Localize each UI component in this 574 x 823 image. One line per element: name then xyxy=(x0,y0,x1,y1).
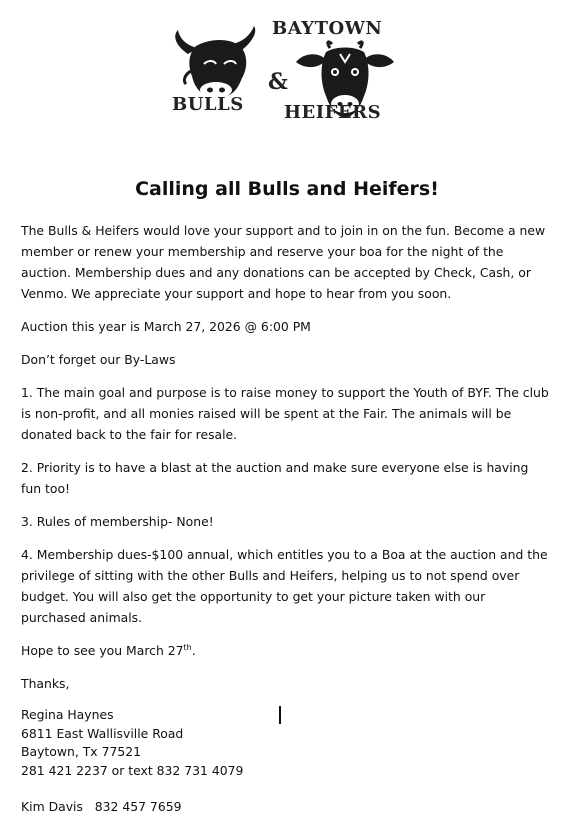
logo-baytown-text: BAYTOWN xyxy=(272,18,383,39)
hope-text: Hope to see you March 27 xyxy=(21,643,184,658)
contact-address-line1: 6811 East Wallisville Road xyxy=(21,725,184,741)
bylaw-item-2: 2. Priority is to have a blast at the auction and make sure everyone else is having fun too! xyxy=(21,460,529,496)
logo-bulls-text: BULLS xyxy=(172,94,244,115)
contact-phone: 281 421 2237 or text 832 731 4079 xyxy=(21,762,244,778)
intro-paragraph: The Bulls & Heifers would love your support and to join in on the fun. Become a new member or renew your membership and reserve your boa for the night of the auction. Membership dues and any donations can be accepted by Check, Cash, or Venmo. We appreciate your support and hope to hear from you soon. xyxy=(21,223,546,301)
bylaw-item-4: 4. Membership dues-$100 annual, which entitles you to a Boa at the auction and the privilege of sitting with the other Bulls and Heifers, helping us to not spend over budget. You will also get the opportunity to get your picture taken with our purchased animals. xyxy=(21,547,548,625)
auction-date-paragraph: Auction this year is March 27, 2026 @ 6:00 PM xyxy=(21,319,311,334)
secondary-contact: Kim Davis 832 457 7659 xyxy=(21,799,182,814)
hope-superscript: th xyxy=(183,642,192,652)
bylaws-heading: Don’t forget our By-Laws xyxy=(21,352,176,367)
logo xyxy=(160,12,420,132)
text-cursor xyxy=(279,706,281,724)
bylaw-item-3: 3. Rules of membership- None! xyxy=(21,514,214,529)
hope-line xyxy=(21,640,551,661)
contact-name: Regina Haynes xyxy=(21,707,114,722)
bylaw-item-1: 1. The main goal and purpose is to raise money to support the Youth of BYF. The club is non-profit, and all monies raised will be spent at the Fair. The animals will be donated back to the fair for resale. xyxy=(21,385,549,442)
page-title: Calling all Bulls and Heifers! xyxy=(135,178,439,200)
logo-ampersand: & xyxy=(268,69,289,95)
contact-address-line2: Baytown, Tx 77521 xyxy=(21,744,141,759)
letter-body xyxy=(21,220,551,780)
contact-block xyxy=(21,706,551,780)
thanks-line: Thanks, xyxy=(21,676,70,691)
hope-period: . xyxy=(191,643,196,658)
logo-heifers-text: HEIFERS xyxy=(284,102,382,123)
